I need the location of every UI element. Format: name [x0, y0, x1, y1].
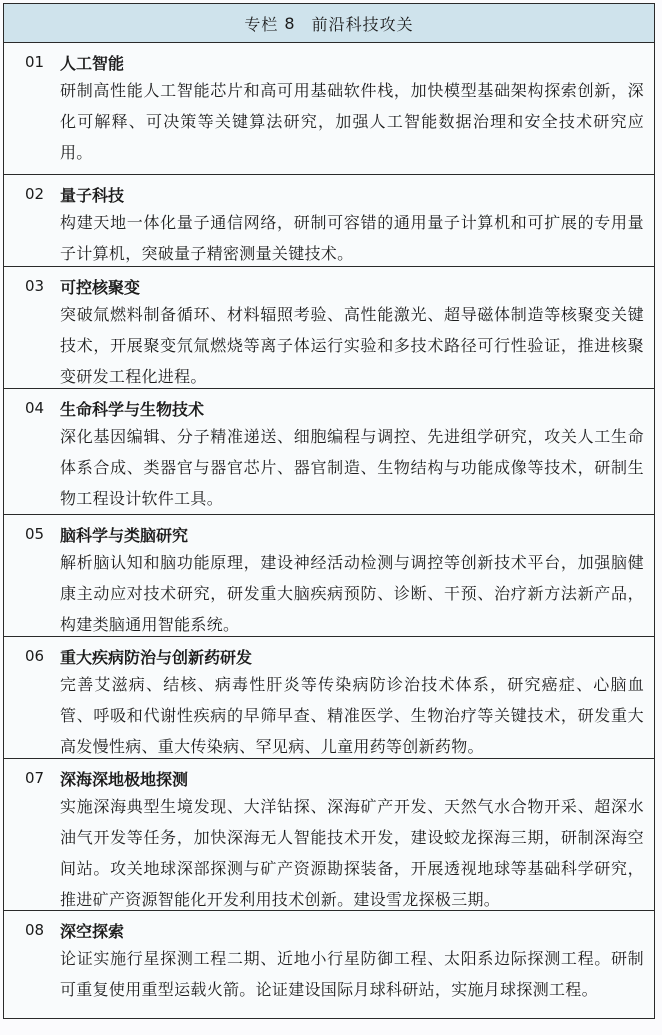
item-text: 研制高性能人工智能芯片和高可用基础软件栈，加快模型基础架构探索创新，深化可解释、可决策等关键算法研究，加强人工智能数据治理和安全技术研究应用。 — [60, 81, 644, 162]
column-title: 前沿科技攻关 — [311, 14, 414, 34]
column-header — [4, 4, 654, 43]
item-title: 量子科技 — [60, 185, 125, 205]
item-title: 生命科学与生物技术 — [60, 399, 205, 419]
item-number: 03 — [25, 277, 45, 295]
item-number: 05 — [25, 525, 45, 543]
list-item-fusion — [4, 267, 654, 389]
item-number: 08 — [25, 921, 45, 939]
item-text: 完善艾滋病、结核、病毒性肝炎等传染病防诊治技术体系，研究癌症、心脑血管、呼吸和代谢性疾病的早筛早查、精准医学、生物治疗等关键技术，研发重大高发慢性病、重大传染病、罕见病、儿童用药等创新药物。 — [60, 675, 644, 756]
item-title: 可控核聚变 — [60, 277, 141, 297]
list-item-brain-science — [4, 515, 654, 637]
special-column-box — [3, 3, 655, 1019]
item-text: 论证实施行星探测工程二期、近地小行星防御工程、太阳系边际探测工程。研制可重复使用重型运载火箭。论证建设国际月球科研站，实施月球探测工程。 — [60, 949, 644, 999]
column-number: 8 — [284, 13, 296, 33]
item-text: 突破氚燃料制备循环、材料辐照考验、高性能激光、超导磁体制造等核聚变关键技术，开展聚变氘氚燃烧等离子体运行实验和多技术路径可行性验证，推进核聚变研发工程化进程。 — [60, 305, 644, 386]
item-title: 人工智能 — [60, 53, 125, 73]
item-title: 深海深地极地探测 — [60, 769, 189, 789]
item-title: 脑科学与类脑研究 — [60, 525, 189, 545]
item-text: 构建天地一体化量子通信网络，研制可容错的通用量子计算机和可扩展的专用量子计算机，突破量子精密测量关键技术。 — [60, 213, 644, 263]
list-item-life-science — [4, 389, 654, 515]
list-item-deep-space — [4, 911, 654, 1035]
item-number: 01 — [25, 53, 45, 71]
list-item-deep-exploration — [4, 759, 654, 911]
item-number: 04 — [25, 399, 45, 417]
item-number: 07 — [25, 769, 45, 787]
list-item-ai — [4, 43, 654, 175]
item-title: 重大疾病防治与创新药研发 — [60, 647, 253, 667]
list-item-disease-drug — [4, 637, 654, 759]
item-number: 06 — [25, 647, 45, 665]
item-title: 深空探索 — [60, 921, 125, 941]
list-item-quantum — [4, 175, 654, 267]
item-text: 深化基因编辑、分子精准递送、细胞编程与调控、先进组学研究，攻关人工生命体系合成、类器官与器官芯片、器官制造、生物结构与功能成像等技术，研制生物工程设计软件工具。 — [60, 427, 644, 508]
item-text: 实施深海典型生境发现、大洋钻探、深海矿产开发、天然气水合物开采、超深水油气开发等任务，加快深海无人智能技术开发，建设蛟龙探海三期，研制深海空间站。攻关地球深部探测与矿产资源勘探装备，开展透视地球等基础科学研究，推进矿产资源智能化开发利用技术创新。建设雪龙探极三期。 — [60, 797, 644, 909]
column-label: 专栏 — [244, 14, 279, 34]
item-number: 02 — [25, 185, 45, 203]
item-text: 解析脑认知和脑功能原理，建设神经活动检测与调控等创新技术平台，加强脑健康主动应对技术研究，研发重大脑疾病预防、诊断、干预、治疗新方法新产品，构建类脑通用智能系统。 — [60, 553, 644, 634]
